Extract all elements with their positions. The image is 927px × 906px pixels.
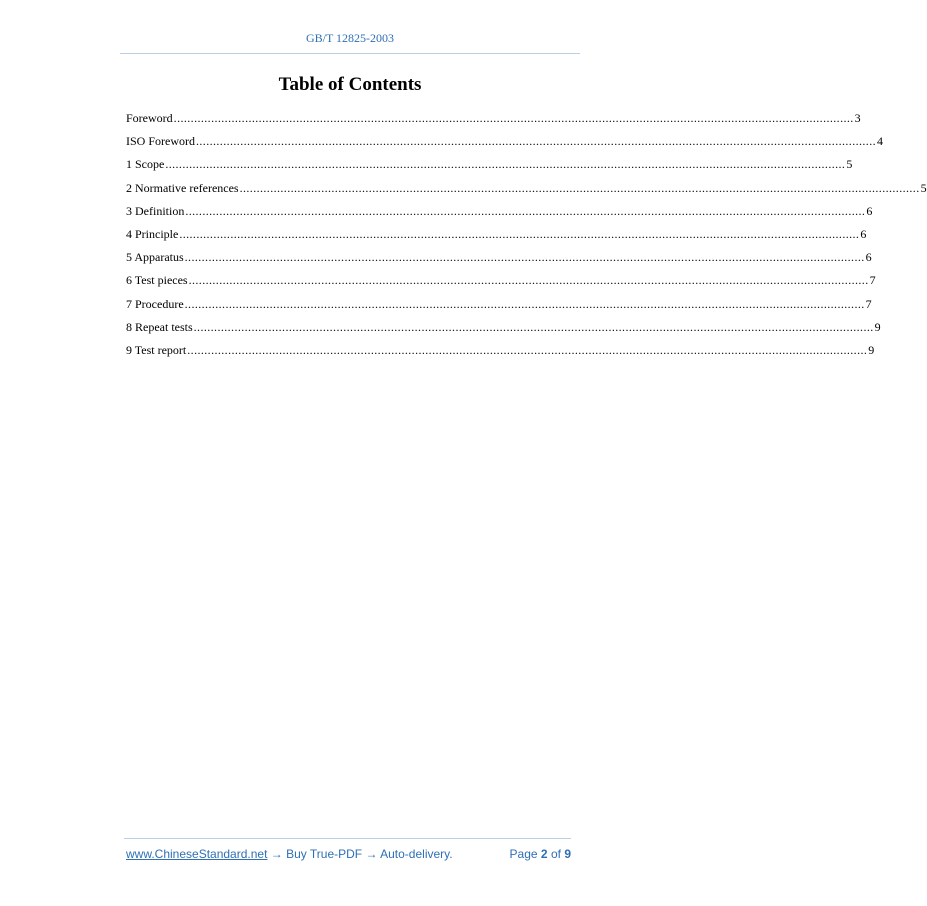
toc-entry-page: 6 <box>865 250 872 265</box>
toc-list <box>126 109 927 364</box>
toc-entry-page: 5 <box>920 180 927 195</box>
toc-leader-dots: ........................................................................................................................................................................................................ <box>179 226 860 241</box>
toc-leader-dots: ........................................................................................................................................................................................................ <box>185 203 866 218</box>
toc-entry-label: 9 Test report <box>126 342 187 357</box>
site-link[interactable]: www.ChineseStandard.net <box>126 847 268 861</box>
toc-entry-normative-references[interactable] <box>126 179 927 202</box>
toc-entry-label: 2 Normative references <box>126 180 239 195</box>
toc-entry-apparatus[interactable] <box>126 248 872 271</box>
page-word: Page <box>509 847 538 861</box>
page-current: 2 <box>540 847 548 861</box>
toc-leader-dots: ........................................................................................................................................................................................................ <box>188 273 869 288</box>
promo-text: → Buy True-PDF → Auto-delivery. <box>270 847 453 861</box>
toc-entry-page: 7 <box>865 296 872 311</box>
toc-leader-dots: ........................................................................................................................................................................................................ <box>239 180 920 195</box>
toc-entry-page: 6 <box>860 226 867 241</box>
toc-entry-page: 9 <box>868 342 875 357</box>
page-indicator <box>510 847 571 861</box>
toc-entry-foreword[interactable] <box>126 109 861 132</box>
toc-entry-label: 8 Repeat tests <box>126 319 193 334</box>
toc-entry-page: 3 <box>854 111 861 125</box>
toc-entry-procedure[interactable] <box>126 295 872 318</box>
toc-leader-dots: ........................................................................................................................................................................................................ <box>173 111 854 125</box>
toc-leader-dots: ........................................................................................................................................................................................................ <box>165 157 846 172</box>
toc-entry-test-report[interactable] <box>126 341 875 364</box>
toc-entry-page: 9 <box>874 319 881 334</box>
toc-entry-page: 6 <box>866 203 873 218</box>
toc-entry-page: 4 <box>877 134 883 149</box>
toc-entry-label: 3 Definition <box>126 203 185 218</box>
toc-entry-repeat-tests[interactable] <box>126 318 881 341</box>
toc-leader-dots: ........................................................................................................................................................................................................ <box>187 342 868 357</box>
toc-entry-definition[interactable] <box>126 202 873 225</box>
toc-entry-label: Foreword <box>126 111 173 125</box>
toc-entry-page: 5 <box>846 157 853 172</box>
toc-entry-scope[interactable] <box>126 155 853 178</box>
header-divider <box>120 53 580 54</box>
toc-entry-label: 1 Scope <box>126 157 165 172</box>
toc-leader-dots: ........................................................................................................................................................................................................ <box>196 134 876 149</box>
footer-promo <box>126 847 453 861</box>
toc-entry-test-pieces[interactable] <box>126 271 876 294</box>
page-total: 9 <box>564 847 571 861</box>
header-standard-code: GB/T 12825-2003 <box>305 31 395 45</box>
page-of: of <box>550 847 561 861</box>
toc-entry-label: ISO Foreword <box>126 134 195 149</box>
toc-entry-label: 4 Principle <box>126 226 179 241</box>
toc-entry-label: 5 Apparatus <box>126 250 184 265</box>
toc-entry-principle[interactable] <box>126 225 867 248</box>
toc-entry-page: 7 <box>869 273 876 288</box>
toc-leader-dots: ........................................................................................................................................................................................................ <box>184 250 865 265</box>
toc-entry-label: 6 Test pieces <box>126 273 188 288</box>
footer-divider <box>124 838 571 839</box>
toc-entry-iso-foreword[interactable] <box>126 132 883 155</box>
page-title: Table of Contents <box>278 74 422 95</box>
toc-leader-dots: ........................................................................................................................................................................................................ <box>184 296 865 311</box>
page-footer <box>126 847 571 861</box>
toc-leader-dots: ........................................................................................................................................................................................................ <box>193 319 874 334</box>
toc-entry-label: 7 Procedure <box>126 296 184 311</box>
